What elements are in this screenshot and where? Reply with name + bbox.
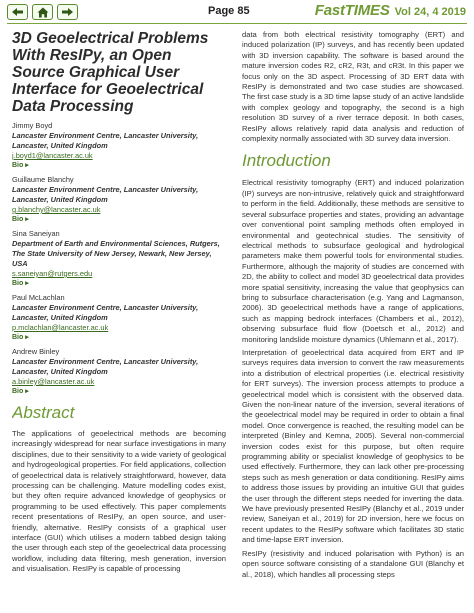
author-list (12, 121, 226, 397)
author-affiliation: Lancaster Environment Centre, Lancaster University, Lancaster, United Kingdom (12, 185, 199, 204)
abstract-heading: Abstract (12, 403, 75, 422)
author-bio-link[interactable]: Bio ▸ (12, 216, 29, 223)
author-name: Andrew Binley (12, 347, 60, 356)
journal-issue: Vol 24, 4 2019 (394, 6, 466, 18)
author-bio-link[interactable]: Bio ▸ (12, 162, 29, 169)
author-affiliation: Lancaster Environment Centre, Lancaster University, Lancaster, United Kingdom (12, 303, 199, 322)
author-name: Paul McLachlan (12, 293, 65, 302)
author-affiliation: Department of Earth and Environmental Sciences, Rutgers, The State University of New Jersey, Newark, New Jersey, USA (12, 239, 220, 268)
introduction-paragraph: ResIPy (resistivity and induced polarisation with Python) is an open source software consisting of a standalone GUI (Blanchy et al., 2018), which handles all processing steps (242, 548, 464, 579)
back-button[interactable] (7, 4, 28, 20)
journal-name: FastTIMES (314, 2, 390, 19)
author-block (12, 229, 226, 289)
author-name: Jimmy Boyd (12, 121, 53, 130)
author-email-link[interactable]: p.mclachlan@lancaster.ac.uk (12, 323, 109, 332)
author-bio-link[interactable]: Bio ▸ (12, 388, 29, 395)
author-email-link[interactable]: g.blanchy@lancaster.ac.uk (12, 205, 101, 214)
forward-button[interactable] (57, 4, 78, 20)
introduction-paragraph: Interpretation of geoelectrical data acquired from ERT and IP surveys requires data inversion to convert the raw measurements into a distribution of electrical properties (i.e. electrical resistivity for ERT surveys). The inversion process attempts to produce a geoelectrical model which is consistent with the observed data. Given the non-linear nature of the inversion, several iterations of the geoelectrical model may be required in order to obtain a final model. Once convergence is reached, the resulting model can be interpreted (Binley and Kemna, 2005). Several non-commercial inversion codes exist for this purpose, but often require programming ability or specialist knowledge of geophysics to be used effectively. Furthermore, they can lack other pre-processing steps such as mesh generation or data conditioning. ResIPy aims to address those issues by providing an intuitive GUI that guides the user through the different steps needed for inverting the data. We have previously presented ResIPy (Blanchy et al., 2019 under review, Saneiyan et al., 2019) for 2D inversion, here we focus on recent updates to the ResIPy software which facilitates 3D static and time-lapse ERT inversion. (242, 347, 464, 545)
article-title: 3D Geoelectrical Problems With ResIPy, an Open Source Graphical User Interface for Geoelectrical Data Processing (12, 30, 209, 115)
author-affiliation: Lancaster Environment Centre, Lancaster University, Lancaster, United Kingdom (12, 131, 199, 150)
introduction-paragraph: Electrical resistivity tomography (ERT) and induced polarization (IP) surveys are non-intrusive, relatively quick and straightforward to perform in the field. Additionally, these methods are sensitive to several subsurface properties and states, providing an advantage over conventional point sampling methods often employed in environmental and geotechnical studies. The sensitivity of electrical methods to subsurface geological and hydrological parameters make them powerful tools for environmental studies. Furthermore, although the majority of studies are concerned with 2D, the ability to collect and model 3D geoelectrical data provides more spatial sensitivity, increasing the value that geophysics can bring to subsurface characterisation (e.g. Yang and Lagmanson, 2006). 3D geoelectrical methods have a range of applications, such as mapping bedrock interfaces (Chambers et al., 2012), observing subsurface fluid flow (Doetsch et al., 2012) and monitoring landslide moisture dynamics (Uhlemann et al., 2017). (242, 178, 464, 344)
introduction-heading: Introduction (242, 151, 331, 171)
home-button[interactable] (32, 4, 53, 20)
left-column (12, 30, 226, 606)
abstract-continued-text: data from both electrical resistivity tomography (ERT) and induced polarization (IP) surveys, and has recently been updated with 3D inversion capability. The software is based around the mature inversion codes R2, cR2, R3t, and cR3t. In this paper we focus only on the 3D aspect. Processing of 3D ERT data with ResIPy is demonstrated and two case studies are showcased. The first case study is a 3D time lapse study of an active landslide with complex geology and topography, the second is a high resolution 3D survey of a river terrace deposit. In both cases, ResIPy allows relatively rapid data analysis and reduction of complexity normally associated with 3D survey data inversion. (242, 30, 464, 144)
author-name: Guillaume Blanchy (12, 175, 74, 184)
abstract-text: The applications of geoelectrical methods are becoming increasingly widespread for near surface investigations in many disciplines, due to their sensitivity to a wide variety of geological and hydrogeological properties. For field applications, collection of geoelectrical data is relatively straightforward, however, data processing can be challenging. Mature modelling codes exist, but they often require advanced knowledge of geophysics or programming to be used effectively. This paper complements recent presentations of ResIPy, an open source, and user-friendly, alternative. ResIPy consists of a graphical user interface (GUI) which utilises a modern tabbed design taking the user through each step of the geoelectrical data processing workflow, including data filtering, mesh generation, inversion and visualisation. ResIPy is capable of processing (12, 429, 226, 574)
author-block (12, 121, 226, 171)
author-bio-link[interactable]: Bio ▸ (12, 334, 29, 341)
header-rule (7, 23, 467, 24)
author-block (12, 175, 226, 225)
author-name: Sina Saneiyan (12, 229, 60, 238)
back-arrow-icon (11, 7, 24, 17)
journal-masthead (315, 2, 466, 19)
author-email-link[interactable]: a.binley@lancaster.ac.uk (12, 377, 95, 386)
author-bio-link[interactable]: Bio ▸ (12, 280, 29, 287)
page-number: Page 85 (208, 5, 250, 17)
author-block (12, 347, 226, 397)
right-column (242, 30, 464, 606)
forward-arrow-icon (61, 7, 74, 17)
author-affiliation: Lancaster Environment Centre, Lancaster University, Lancaster, United Kingdom (12, 357, 199, 376)
page-header (0, 0, 474, 24)
author-email-link[interactable]: s.saneiyan@rutgers.edu (12, 269, 93, 278)
author-email-link[interactable]: j.boyd1@lancaster.ac.uk (12, 151, 93, 160)
home-icon (37, 7, 49, 18)
author-block (12, 293, 226, 343)
page-nav (7, 4, 78, 20)
